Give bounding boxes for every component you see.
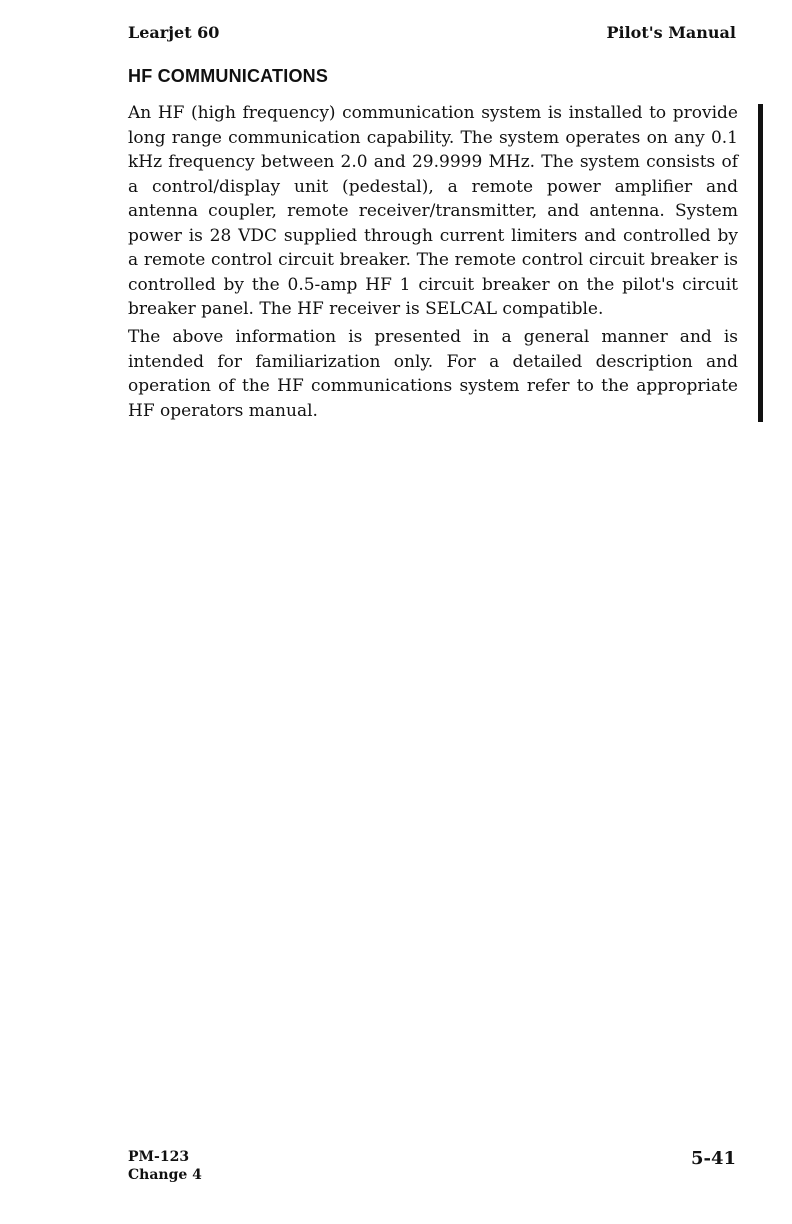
running-header-manual-title: Pilot's Manual [606, 23, 736, 42]
footer-document-id: PM-123 [128, 1149, 190, 1165]
footer-document-info [128, 1148, 202, 1184]
section-title: HF COMMUNICATIONS [128, 66, 329, 86]
paragraph-hf-system-description: An HF (high frequency) communication system is installed to provide long range communication capability. The system operates on any 0.1 kHz frequency between 2.0 and 29.9999 MHz. The system consists of a control/display unit (pedestal), a remote power amplifier and antenna coupler, remote receiver/transmitter, and antenna. System power is 28 VDC supplied through current limiters and controlled by a remote control circuit breaker. The remote control circuit breaker is controlled by the 0.5-amp HF 1 circuit breaker on the pilot's circuit breaker panel. The HF receiver is SELCAL compatible. [128, 103, 738, 319]
running-header-aircraft: Learjet 60 [128, 23, 220, 42]
revision-change-bar [758, 104, 763, 422]
footer-change-number: Change 4 [128, 1167, 202, 1183]
paragraph-familiarization-note: The above information is presented in a general manner and is intended for familiarization only. For a detailed description and operation of the HF communications system refer to the appropriate HF operators manual. [128, 327, 738, 421]
footer-page-number: 5-41 [690, 1148, 736, 1169]
